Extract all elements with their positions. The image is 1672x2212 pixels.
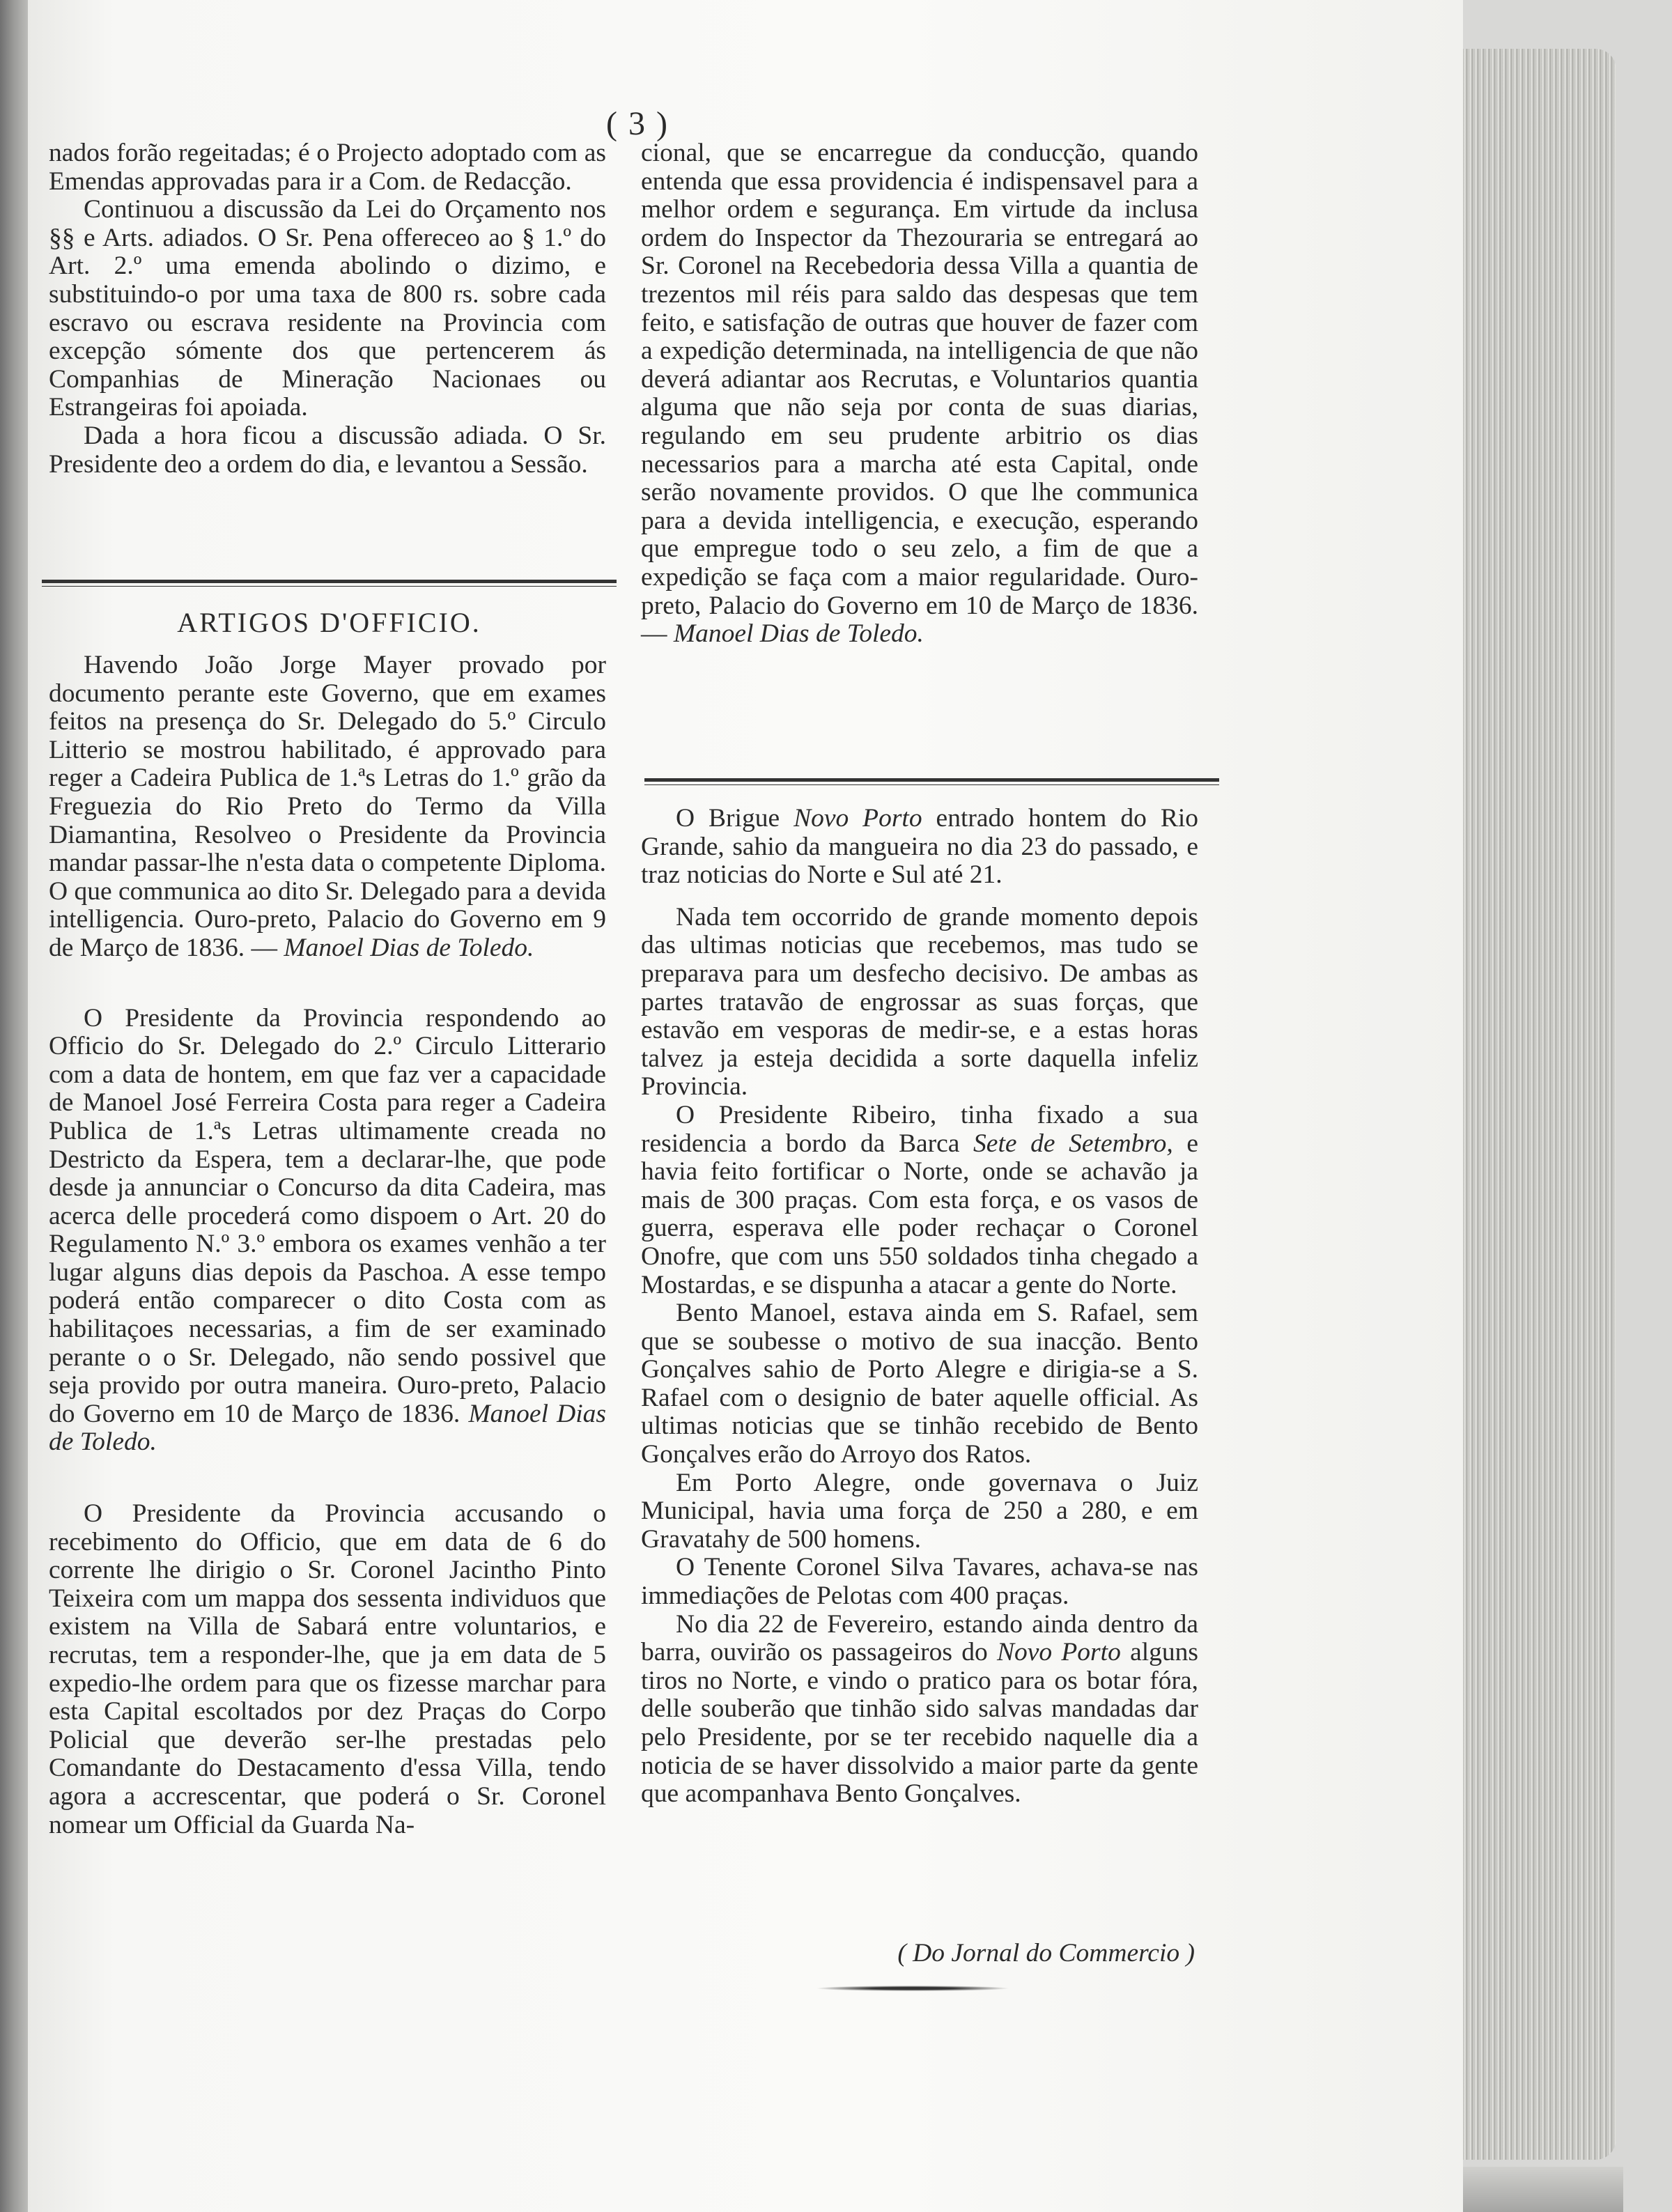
officio-paragraph	[49, 1005, 606, 1457]
news-paragraph	[641, 1611, 1198, 1809]
left-column-top	[49, 139, 606, 479]
officio-paragraph	[49, 651, 606, 963]
news-paragraph	[641, 1101, 1198, 1299]
officio-text: cional, que se encarregue da conducção, quando entenda que essa providencia é indispensavel para a melhor ordem e segurança. Em virtude da inclusa ordem do Inspector da Thezouraria se entregará ao Sr. Coronel na Recebedoria dessa Villa a quantia de trezentos mil réis para saldo das despesas que tem feito, e satisfação de outras que houver de fazer com a expedição determinada, na intelligencia de que não deverá adiantar aos Recrutas, e Voluntarios quantia alguma que não seja por conta de suas diarias, regulando em seu prudente arbitrio os dias necessarios para a marcha até esta Capital, onde serão novamente providos. O que lhe communica para a devida intelligencia, e execução, esperando que empregue todo o seu zelo, a fim de que a expedição se faça com a maior regularidade. Ouro-preto, Palacio do Governo em 10 de Março de 1836. —	[641, 139, 1198, 649]
paragraph: Continuou a discussão da Lei do Orçamento nos §§ e Arts. adiados. O Sr. Pena offereceo ao § 1.º do Art. 2.º uma emenda abolindo o dizimo, e substituindo-o por uma taxa de 800 rs. sobre cada escravo ou escrava residente na Provincia com excepção sómente dos que pertencerem ás Companhias de Mineração Nacionaes ou Estrangeiras foi apoiada.	[49, 195, 606, 422]
officio-paragraph	[641, 139, 1198, 649]
left-column-officios	[49, 651, 606, 1839]
news-paragraph: Nada tem occorrido de grande momento depois das ultimas noticias que recebemos, mas tudo se preparava para um desfecho decisivo. De ambas as partes tratavão de engrossar as suas forças, que estavão em vesporas de medir-se, e a estas horas talvez ja esteja decidida a sorte daquella infeliz Provincia.	[641, 902, 1198, 1101]
news-paragraph: Bento Manoel, estava ainda em S. Rafael, sem que se soubesse o motivo de sua inacção. Bento Gonçalves sahio de Porto Alegre e dirigia-se a S. Rafael com o designio de bater aquelle official. As ultimas noticias que se tinhão recebido de Bento Gonçalves erão do Arroyo dos Ratos.	[641, 1299, 1198, 1469]
paragraph: Dada a hora ficou a discussão adiada. O Sr. Presidente deo a ordem do dia, e levantou a Sessão.	[49, 421, 606, 479]
officio-signature: Manoel Dias de Toledo.	[673, 619, 924, 649]
news-paragraph: Em Porto Alegre, onde governava o Juiz Municipal, havia uma força de 250 a 280, e em Gravatahy de 500 homens.	[641, 1468, 1198, 1554]
news-text: No dia 22 de Fevereiro, estando ainda dentro da barra, ouvirão os passageiros do	[641, 1609, 1198, 1667]
ship-name: Novo Porto	[996, 1638, 1121, 1667]
news-text: O Presidente Ribeiro, tinha fixado a sua residencia a bordo da Barca	[641, 1100, 1198, 1158]
page-number: ( 3 )	[606, 105, 669, 142]
section-divider-rule	[42, 580, 617, 587]
news-text: alguns tiros no Norte, e vindo o pratico para os botar fóra, delle souberão que tinhão sido salvas mandadas dar pelo Presidente, por se ter recebido naquelle dia a noticia de se haver dissolvido a maior parte da gente que acompanhava Bento Gonçalves.	[641, 1638, 1199, 1809]
news-paragraph: O Tenente Coronel Silva Tavares, achava-se nas immediações de Pelotas com 400 praças.	[641, 1553, 1198, 1611]
news-divider-rule	[644, 778, 1219, 785]
section-heading: ARTIGOS D'OFFICIO.	[177, 607, 481, 638]
end-ornament	[815, 1986, 1010, 1991]
officio-signature: Manoel Dias de Toledo.	[49, 1399, 607, 1457]
book-page-edges	[1463, 49, 1616, 2160]
news-text: O Brigue	[676, 804, 780, 833]
news-text: e havia feito fortificar o Norte, onde se achavão ja mais de 300 praças. Com esta força, e os vasos de guerra, esperava elle poder rechaçar o Coronel Onofre, que com uns 550 soldados tinha chegado a Mostardas, e se dispunha a atacar a gente do Norte.	[641, 1129, 1199, 1299]
source-credit: ( Do Jornal do Commercio )	[897, 1939, 1195, 1967]
officio-text: O Presidente da Provincia respondendo ao Officio do Sr. Delegado do 2.º Circulo Litterario com a data de hontem, em que faz ver a capacidade de Manoel José Ferreira Costa para reger a Cadeira Publica de 1.ªs Letras ultimamente creada no Destricto da Espera, tem a declarar-lhe, que pode desde ja annunciar o Concurso da dita Cadeira, mas acerca delle procederá como dispoem o Art. 20 do Regulamento N.º 3.º embora os exames venhão a ter lugar alguns dias depois da Paschoa. A esse tempo poderá então comparecer o dito Costa com as habilitaçoes necessarias, a fim de ser examinado perante o o Sr. Delegado, não sendo possivel que seja provido por outra maneira. Ouro-preto, Palacio do Governo em 10 de Março de 1836.	[49, 1003, 606, 1428]
news-paragraph	[641, 805, 1198, 890]
officio-paragraph: O Presidente da Provincia accusando o recebimento do Officio, que em data de 6 do corrente lhe dirigio o Sr. Coronel Jacintho Pinto Teixeira com um mappa dos sessenta individuos que existem na Villa de Sabará entre voluntarios, e recrutas, tem a responder-lhe, que ja em data de 5 expedio-lhe ordem para que os fizesse marchar para esta Capital escoltados por dez Praças do Corpo Policial que deverão ser-lhe prestadas pelo Comandante do Destacamento d'essa Villa, tendo agora a accrescentar, que poderá o Sr. Coronel nomear um Official da Guarda Na-	[49, 1499, 606, 1839]
paragraph: nados forão regeitadas; é o Projecto adoptado com as Emendas approvadas para ir a Com. de Redacção.	[49, 139, 606, 196]
right-column-news	[641, 805, 1198, 1809]
news-text: entrado hontem do Rio Grande, sahio da mangueira no dia 23 do passado, e traz noticias do Norte e Sul até 21.	[641, 804, 1199, 890]
officio-text: Havendo João Jorge Mayer provado por documento perante este Governo, que em exames feitos na presença do Sr. Delegado do 5.º Circulo Litterio se mostrou habilitado, é approvado para reger a Cadeira Publica de 1.ªs Letras do 1.º grão da Freguezia do Rio Preto do Termo da Villa Diamantina, Resolveo o Presidente da Provincia mandar passar-lhe n'esta data o competente Diploma. O que communica ao dito Sr. Delegado para a devida intelligencia. Ouro-preto, Palacio do Governo em 9 de Março de 1836. —	[49, 651, 606, 962]
officio-signature: Manoel Dias de Toledo.	[284, 933, 534, 962]
ship-name: Novo Porto	[794, 804, 922, 833]
right-column-top	[641, 139, 1198, 649]
barca-name: Sete de Setembro,	[973, 1129, 1173, 1158]
